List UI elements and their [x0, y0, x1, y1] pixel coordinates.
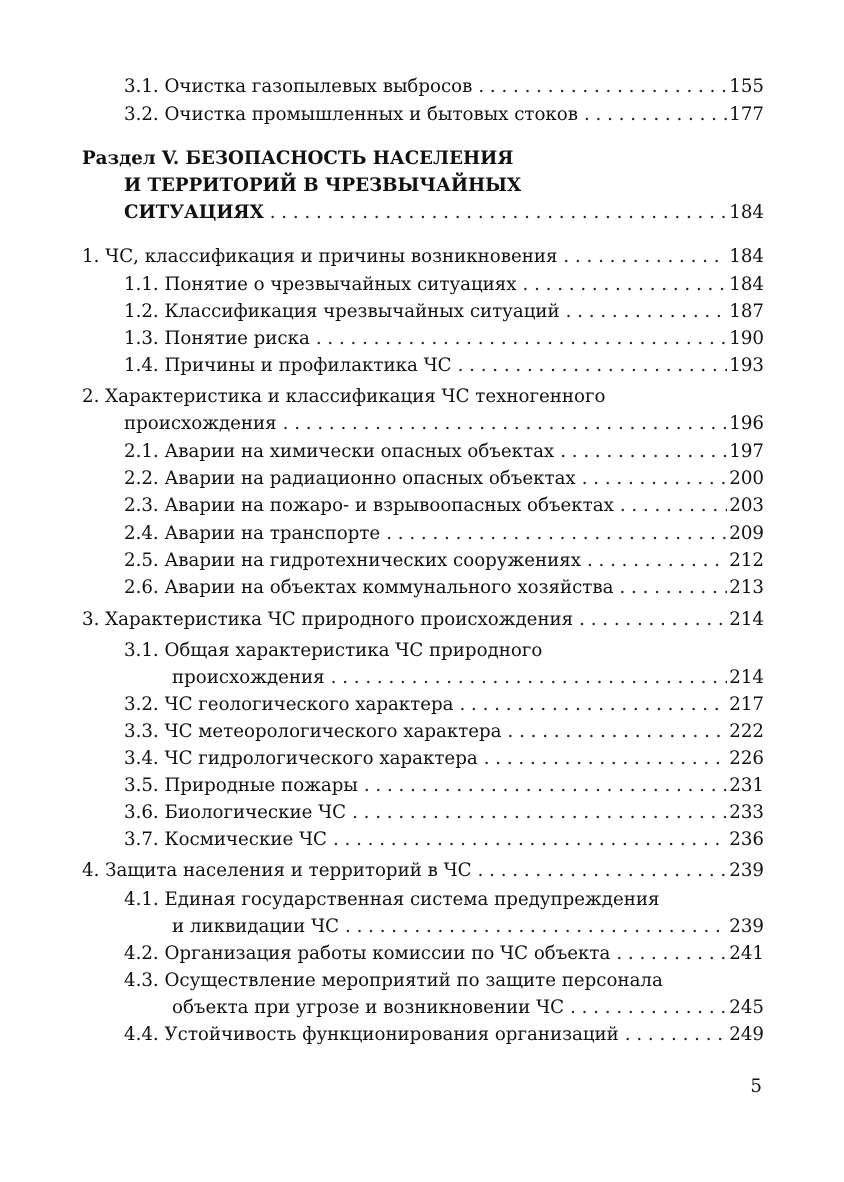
- toc-leader: [563, 244, 727, 270]
- toc-entry-title: ЧС гидрологического характера: [164, 748, 478, 769]
- toc-leader: [508, 719, 728, 745]
- toc-entry: [124, 74, 764, 100]
- toc-entry-page: 197: [729, 441, 764, 462]
- toc-entry-page: 241: [729, 943, 764, 964]
- toc-leader: [625, 1022, 728, 1048]
- toc-entry-number: 3.2.: [124, 104, 159, 125]
- toc-entry-title: Устойчивость функционирования организаций: [164, 1024, 619, 1045]
- toc-entry: [124, 272, 764, 298]
- toc-leader: [331, 665, 728, 691]
- toc-entry: [124, 941, 764, 967]
- toc-entry-number: 2.6.: [124, 577, 159, 598]
- toc-chapter-number: 2.: [82, 386, 100, 407]
- toc-entry-number: 2.1.: [124, 441, 159, 462]
- toc-entry-number: 3.4.: [124, 748, 159, 769]
- toc-entry-page: 213: [729, 577, 764, 598]
- toc-entry-page: 203: [729, 495, 764, 516]
- toc-entry-page: 214: [729, 609, 764, 630]
- toc-entry-page: 233: [729, 802, 764, 823]
- toc-entry-line2: [172, 914, 764, 940]
- toc-leader: [364, 773, 727, 799]
- toc-entry: [124, 299, 764, 325]
- toc-entry-line1: [124, 968, 663, 994]
- toc-entry-title: Очистка промышленных и бытовых стоков: [164, 104, 578, 125]
- toc-entry-line2: [172, 665, 764, 691]
- toc-entry-title: Единая государственная система предупреждения: [164, 889, 660, 910]
- toc-entry-line1: [124, 887, 659, 913]
- toc-entry-page: 222: [729, 721, 764, 742]
- toc-entry-title-cont: и ликвидации ЧС: [172, 916, 340, 937]
- toc-entry-page: 239: [729, 916, 764, 937]
- toc-entry-number: 2.3.: [124, 495, 159, 516]
- toc-leader: [459, 692, 727, 718]
- toc-entry-title: Понятие риска: [164, 328, 310, 349]
- toc-entry-page: 209: [729, 523, 764, 544]
- toc-chapter-number: 4.: [82, 860, 100, 881]
- toc-entry: [124, 466, 764, 492]
- toc-entry: [124, 692, 764, 718]
- toc-entry-page: 226: [729, 748, 764, 769]
- toc-entry-page: 245: [729, 997, 764, 1018]
- toc-leader: [584, 102, 727, 128]
- toc-leader: [352, 800, 727, 826]
- toc-leader: [566, 299, 728, 325]
- toc-leader: [345, 914, 727, 940]
- section-heading-line2: И ТЕРРИТОРИЙ В ЧРЕЗВЫЧАЙНЫХ: [124, 175, 522, 196]
- toc-leader: [523, 272, 728, 298]
- toc-entry: [124, 353, 764, 379]
- toc-entry-page: 239: [729, 860, 764, 881]
- toc-chapter: [82, 858, 764, 884]
- toc-entry-page: 200: [729, 468, 764, 489]
- toc-entry-page: 217: [729, 694, 764, 715]
- toc-entry-title: Аварии на гидротехнических сооружениях: [164, 550, 581, 571]
- toc-entry-title: Осуществление мероприятий по защите персонала: [164, 970, 663, 991]
- toc-entry-page: 184: [729, 274, 764, 295]
- toc-chapter: [82, 607, 764, 633]
- toc-entry-page: 184: [729, 202, 764, 223]
- toc-entry-title: Аварии на пожаро- и взрывоопасных объектах: [164, 495, 614, 516]
- toc-entry: [124, 773, 764, 799]
- toc-entry-number: 2.2.: [124, 468, 159, 489]
- toc-entry-title: Причины и профилактика ЧС: [164, 355, 452, 376]
- toc-entry: [124, 575, 764, 601]
- toc-entry-number: 4.2.: [124, 943, 159, 964]
- toc-entry-page: 184: [729, 246, 764, 267]
- toc-leader: [560, 439, 727, 465]
- toc-entry-title: Организация работы комиссии по ЧС объекта: [164, 943, 611, 964]
- toc-leader: [316, 326, 727, 352]
- toc-entry: [124, 102, 764, 128]
- toc-entry-number: 3.7.: [124, 829, 159, 850]
- toc-entry-title: Классификация чрезвычайных ситуаций: [164, 301, 560, 322]
- toc-entry-number: 1.3.: [124, 328, 159, 349]
- toc-entry: [124, 493, 764, 519]
- toc-leader: [579, 607, 727, 633]
- toc-entry-line2: [172, 995, 764, 1021]
- toc-entry-title-cont: объекта при угрозе и возникновении ЧС: [172, 997, 565, 1018]
- toc-leader: [616, 941, 727, 967]
- toc-leader: [333, 827, 727, 853]
- toc-entry-page: 196: [729, 413, 764, 434]
- toc-entry-page: 187: [729, 301, 764, 322]
- toc-chapter-line2: [124, 411, 764, 437]
- section-heading-text: СИТУАЦИЯХ: [124, 202, 264, 223]
- toc-leader: [582, 466, 728, 492]
- toc-chapter-title: ЧС, классификация и причины возникновения: [105, 246, 558, 267]
- toc-entry-title: Общая характеристика ЧС природного: [164, 640, 543, 661]
- toc-chapter: [82, 244, 764, 270]
- toc-entry-title: Аварии на объектах коммунального хозяйства: [164, 577, 614, 598]
- toc-entry: [124, 746, 764, 772]
- toc-entry-title: ЧС геологического характера: [164, 694, 454, 715]
- toc-entry-number: 4.1.: [124, 889, 159, 910]
- toc-chapter-title-cont: происхождения: [124, 413, 277, 434]
- toc-chapter-title: Характеристика ЧС природного происхождения: [105, 609, 574, 630]
- toc-chapter-title: Характеристика и классификация ЧС техногенного: [105, 386, 606, 407]
- page-number: 5: [750, 1076, 762, 1097]
- toc-entry-page: 212: [729, 550, 764, 571]
- toc-leader: [386, 521, 727, 547]
- toc-entry-page: 155: [729, 76, 764, 97]
- toc-entry: [124, 719, 764, 745]
- toc-entry-page: 231: [729, 775, 764, 796]
- toc-entry-number: 1.2.: [124, 301, 159, 322]
- section-heading-line3: [124, 200, 764, 226]
- toc-entry-title: Природные пожары: [164, 775, 358, 796]
- toc-entry-page: 236: [729, 829, 764, 850]
- toc-leader: [478, 858, 728, 884]
- toc-leader: [619, 575, 727, 601]
- toc-entry-number: 4.3.: [124, 970, 159, 991]
- toc-entry-title: Понятие о чрезвычайных ситуациях: [164, 274, 517, 295]
- toc-entry: [124, 521, 764, 547]
- toc-leader: [484, 746, 728, 772]
- toc-entry-title: ЧС метеорологического характера: [164, 721, 502, 742]
- toc-entry-title: Очистка газопылевых выбросов: [164, 76, 473, 97]
- toc-entry: [124, 548, 764, 574]
- toc-entry-number: 3.6.: [124, 802, 159, 823]
- toc-chapter-title: Защита населения и территорий в ЧС: [105, 860, 472, 881]
- section-heading-line1: Раздел V. БЕЗОПАСНОСТЬ НАСЕЛЕНИЯ: [82, 148, 514, 169]
- toc-entry-page: 177: [729, 104, 764, 125]
- toc-entry-page: 214: [729, 667, 764, 688]
- toc-chapter-line1: [82, 384, 605, 410]
- toc-entry-page: 190: [729, 328, 764, 349]
- toc-entry: [124, 827, 764, 853]
- toc-entry: [124, 439, 764, 465]
- toc-entry-title-cont: происхождения: [172, 667, 325, 688]
- toc-entry-number: 2.5.: [124, 550, 159, 571]
- toc-entry-title: Аварии на химически опасных объектах: [164, 441, 555, 462]
- toc-entry-title: Аварии на радиационно опасных объектах: [164, 468, 576, 489]
- toc-entry-title: Аварии на транспорте: [164, 523, 381, 544]
- toc-chapter-number: 3.: [82, 609, 100, 630]
- toc-entry-page: 249: [729, 1024, 764, 1045]
- toc-entry: [124, 800, 764, 826]
- toc-entry-page: 193: [729, 355, 764, 376]
- toc-entry-number: 3.2.: [124, 694, 159, 715]
- toc-entry-number: 1.1.: [124, 274, 159, 295]
- toc-leader: [587, 548, 727, 574]
- toc-leader: [620, 493, 727, 519]
- toc-leader: [283, 411, 728, 437]
- toc-entry-number: 2.4.: [124, 523, 159, 544]
- toc-entry-number: 4.4.: [124, 1024, 159, 1045]
- toc-entry: [124, 1022, 764, 1048]
- toc-entry-number: 3.1.: [124, 640, 159, 661]
- toc-leader: [270, 200, 728, 226]
- toc-entry-number: 3.1.: [124, 76, 159, 97]
- toc-leader: [458, 353, 728, 379]
- toc-entry-number: 1.4.: [124, 355, 159, 376]
- toc-chapter-number: 1.: [82, 246, 100, 267]
- toc-entry-title: Биологические ЧС: [164, 802, 347, 823]
- toc-entry: [124, 326, 764, 352]
- toc-leader: [478, 74, 727, 100]
- toc-entry-number: 3.5.: [124, 775, 159, 796]
- toc-entry-title: Космические ЧС: [164, 829, 327, 850]
- toc-entry-line1: [124, 638, 542, 664]
- toc-entry-number: 3.3.: [124, 721, 159, 742]
- toc-leader: [570, 995, 727, 1021]
